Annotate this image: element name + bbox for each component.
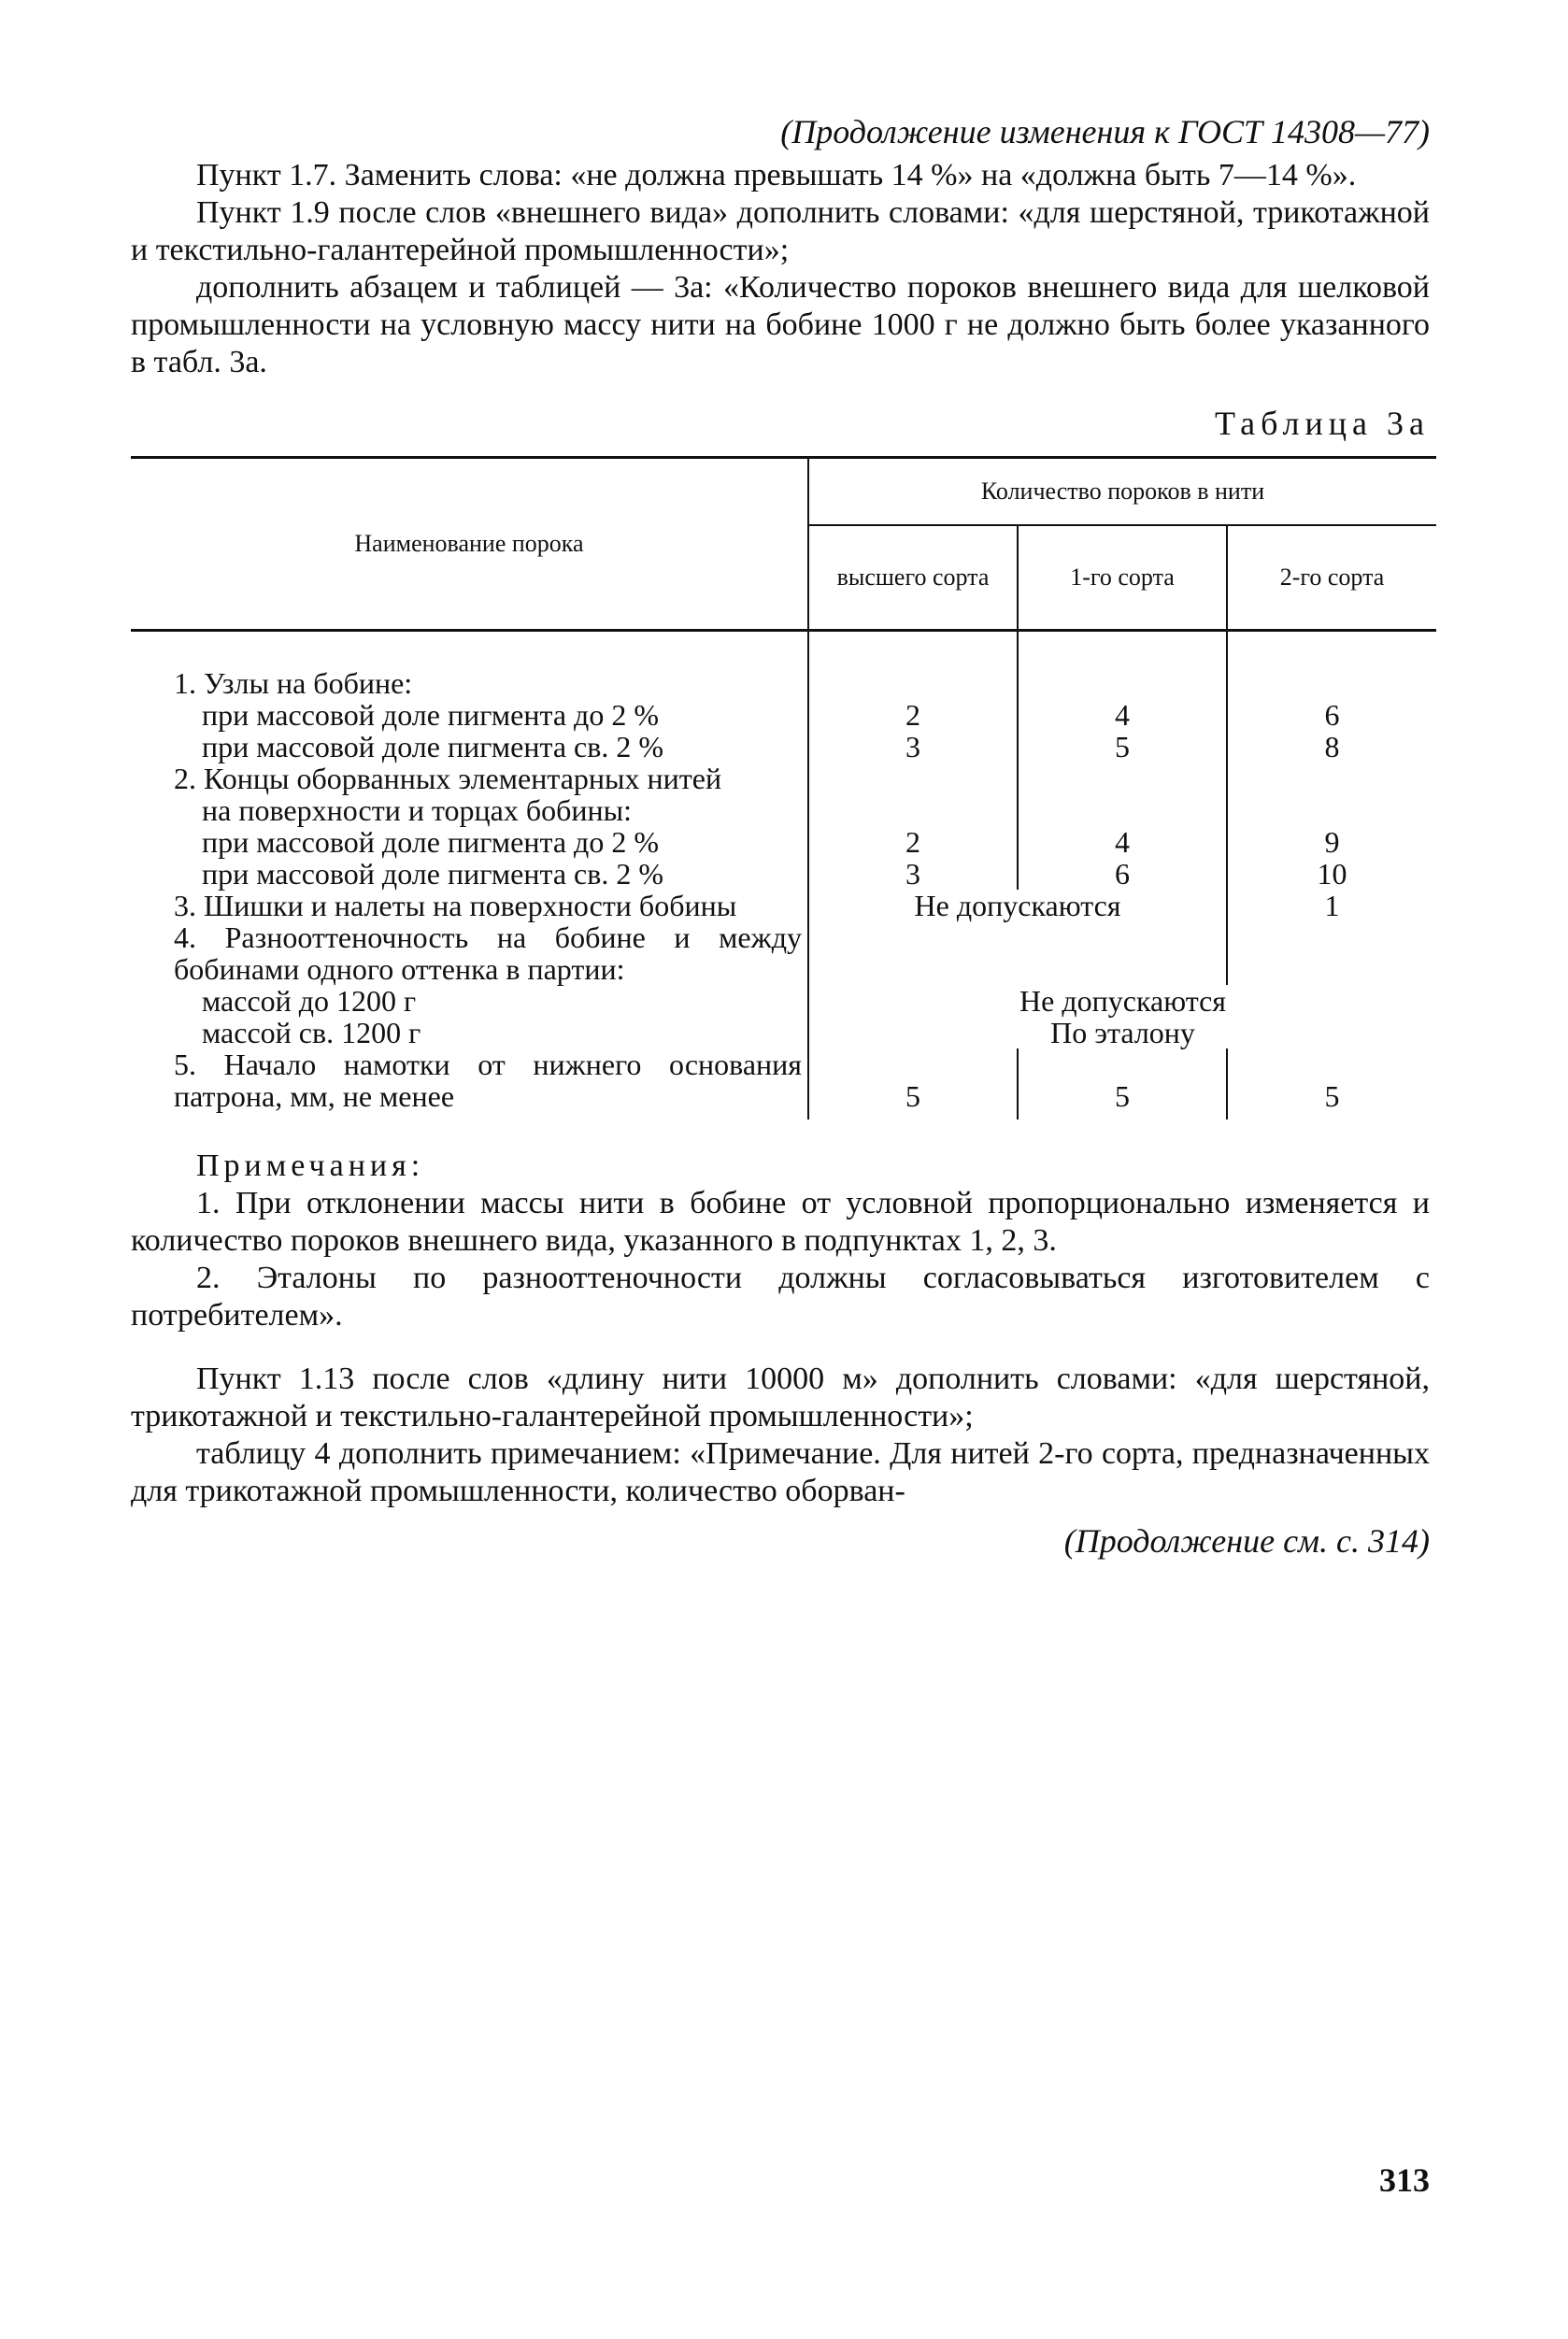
row-name: 1. Узлы на бобине: xyxy=(174,666,413,700)
row-value: 3 xyxy=(808,731,1018,763)
row-name: при массовой доле пигмента св. 2 % xyxy=(202,730,664,763)
row-value: 8 xyxy=(1227,731,1436,763)
paragraph-5: таблицу 4 дополнить примечанием: «Примечание. Для нитей 2-го сорта, предназначенных для трикотажной промышленности, количество оборван- xyxy=(131,1436,1430,1508)
row-name: при массовой доле пигмента до 2 % xyxy=(202,698,659,732)
row-value xyxy=(808,763,1018,794)
notes xyxy=(131,1148,1430,1334)
row-value: 4 xyxy=(1018,699,1227,731)
table-row xyxy=(131,1017,1436,1048)
row-value: 9 xyxy=(1227,826,1436,858)
row-value: 2 xyxy=(808,826,1018,858)
paragraph-2: Пункт 1.9 после слов «внешнего вида» дополнить словами: «для шерстяной, трикотажной и текстильно-галантерейной промышленности»; xyxy=(131,195,1430,267)
row-value: 2 xyxy=(808,699,1018,731)
table-row xyxy=(131,699,1436,731)
row-value: 4 xyxy=(1018,826,1227,858)
row-value: 3 xyxy=(808,858,1018,890)
header-defect-name: Наименование порока xyxy=(131,458,808,631)
note-item: 1. При отклонении массы нити в бобине от условной пропорционально изменяется и количество пороков внешнего вида, указанного в подпунктах 1, 2, 3. xyxy=(131,1186,1430,1258)
table-row xyxy=(131,763,1436,794)
row-name: массой св. 1200 г xyxy=(202,1016,421,1049)
row-name: массой до 1200 г xyxy=(202,984,417,1018)
row-value: 5 xyxy=(808,1048,1018,1120)
row-value-merged: Не допускаются xyxy=(808,890,1227,921)
page-number: 313 xyxy=(1379,2161,1430,2199)
row-value: 10 xyxy=(1227,858,1436,890)
table-row xyxy=(131,826,1436,858)
row-value xyxy=(1227,631,1436,700)
row-name: 2. Концы оборванных элементарных нитей xyxy=(174,762,722,795)
row-value xyxy=(1018,794,1227,826)
row-value xyxy=(1018,763,1227,794)
defects-table xyxy=(131,456,1436,1120)
header-grade-premium: высшего сорта xyxy=(808,525,1018,631)
row-name: 4. Разнооттеночность на бобине и между бобинами одного оттенка в партии: xyxy=(174,920,802,986)
row-value: 5 xyxy=(1018,1048,1227,1120)
row-value: 5 xyxy=(1018,731,1227,763)
table-row xyxy=(131,1048,1436,1120)
row-value xyxy=(1018,631,1227,700)
note-item: 2. Эталоны по разнооттеночности должны согласовываться изготовителем с потребителем». xyxy=(131,1261,1430,1333)
table-row xyxy=(131,631,1436,700)
row-value-merged: Не допускаются xyxy=(808,985,1436,1017)
notes-title: Примечания: xyxy=(196,1148,425,1183)
page xyxy=(131,112,1430,1561)
paragraph-1: Пункт 1.7. Заменить слова: «не должна превышать 14 %» на «должна быть 7—14 %». xyxy=(196,158,1357,193)
row-name: 5. Начало намотки от нижнего основания патрона, мм, не менее xyxy=(174,1048,802,1113)
paragraph-3: дополнить абзацем и таблицей — 3а: «Количество пороков внешнего вида для шелковой промышленности на условную массу нити на бобине 1000 г не должно быть более указанного в табл. 3а. xyxy=(131,270,1430,379)
row-name: 3. Шишки и налеты на поверхности бобины xyxy=(174,889,737,922)
table-row xyxy=(131,890,1436,921)
table-row xyxy=(131,794,1436,826)
row-value: 6 xyxy=(1227,699,1436,731)
table-row xyxy=(131,921,1436,985)
row-value xyxy=(1227,794,1436,826)
continuation-header: (Продолжение изменения к ГОСТ 14308—77) xyxy=(780,113,1430,150)
row-name: при массовой доле пигмента до 2 % xyxy=(202,825,659,859)
header-grade-first: 1-го сорта xyxy=(1018,525,1227,631)
row-value-empty xyxy=(1227,921,1436,985)
row-value xyxy=(808,631,1018,700)
table-caption: Таблица 3а xyxy=(1215,405,1430,442)
row-value xyxy=(1227,763,1436,794)
row-value-merged: По эталону xyxy=(808,1017,1436,1048)
header-defect-count: Количество пороков в нити xyxy=(808,458,1436,526)
row-value: 5 xyxy=(1227,1048,1436,1120)
paragraph-4: Пункт 1.13 после слов «длину нити 10000 м» дополнить словами: «для шерстяной, трикотажной и текстильно-галантерейной промышленности»; xyxy=(131,1362,1430,1433)
table-row xyxy=(131,731,1436,763)
table-row xyxy=(131,985,1436,1017)
row-value-empty xyxy=(808,921,1227,985)
row-name: на поверхности и торцах бобины: xyxy=(202,793,633,827)
header-grade-second: 2-го сорта xyxy=(1227,525,1436,631)
row-name: при массовой доле пигмента св. 2 % xyxy=(202,857,664,891)
row-value xyxy=(808,794,1018,826)
table-row xyxy=(131,858,1436,890)
row-value: 6 xyxy=(1018,858,1227,890)
continuation-footer: (Продолжение см. с. 314) xyxy=(1063,1522,1430,1560)
row-value: 1 xyxy=(1227,890,1436,921)
